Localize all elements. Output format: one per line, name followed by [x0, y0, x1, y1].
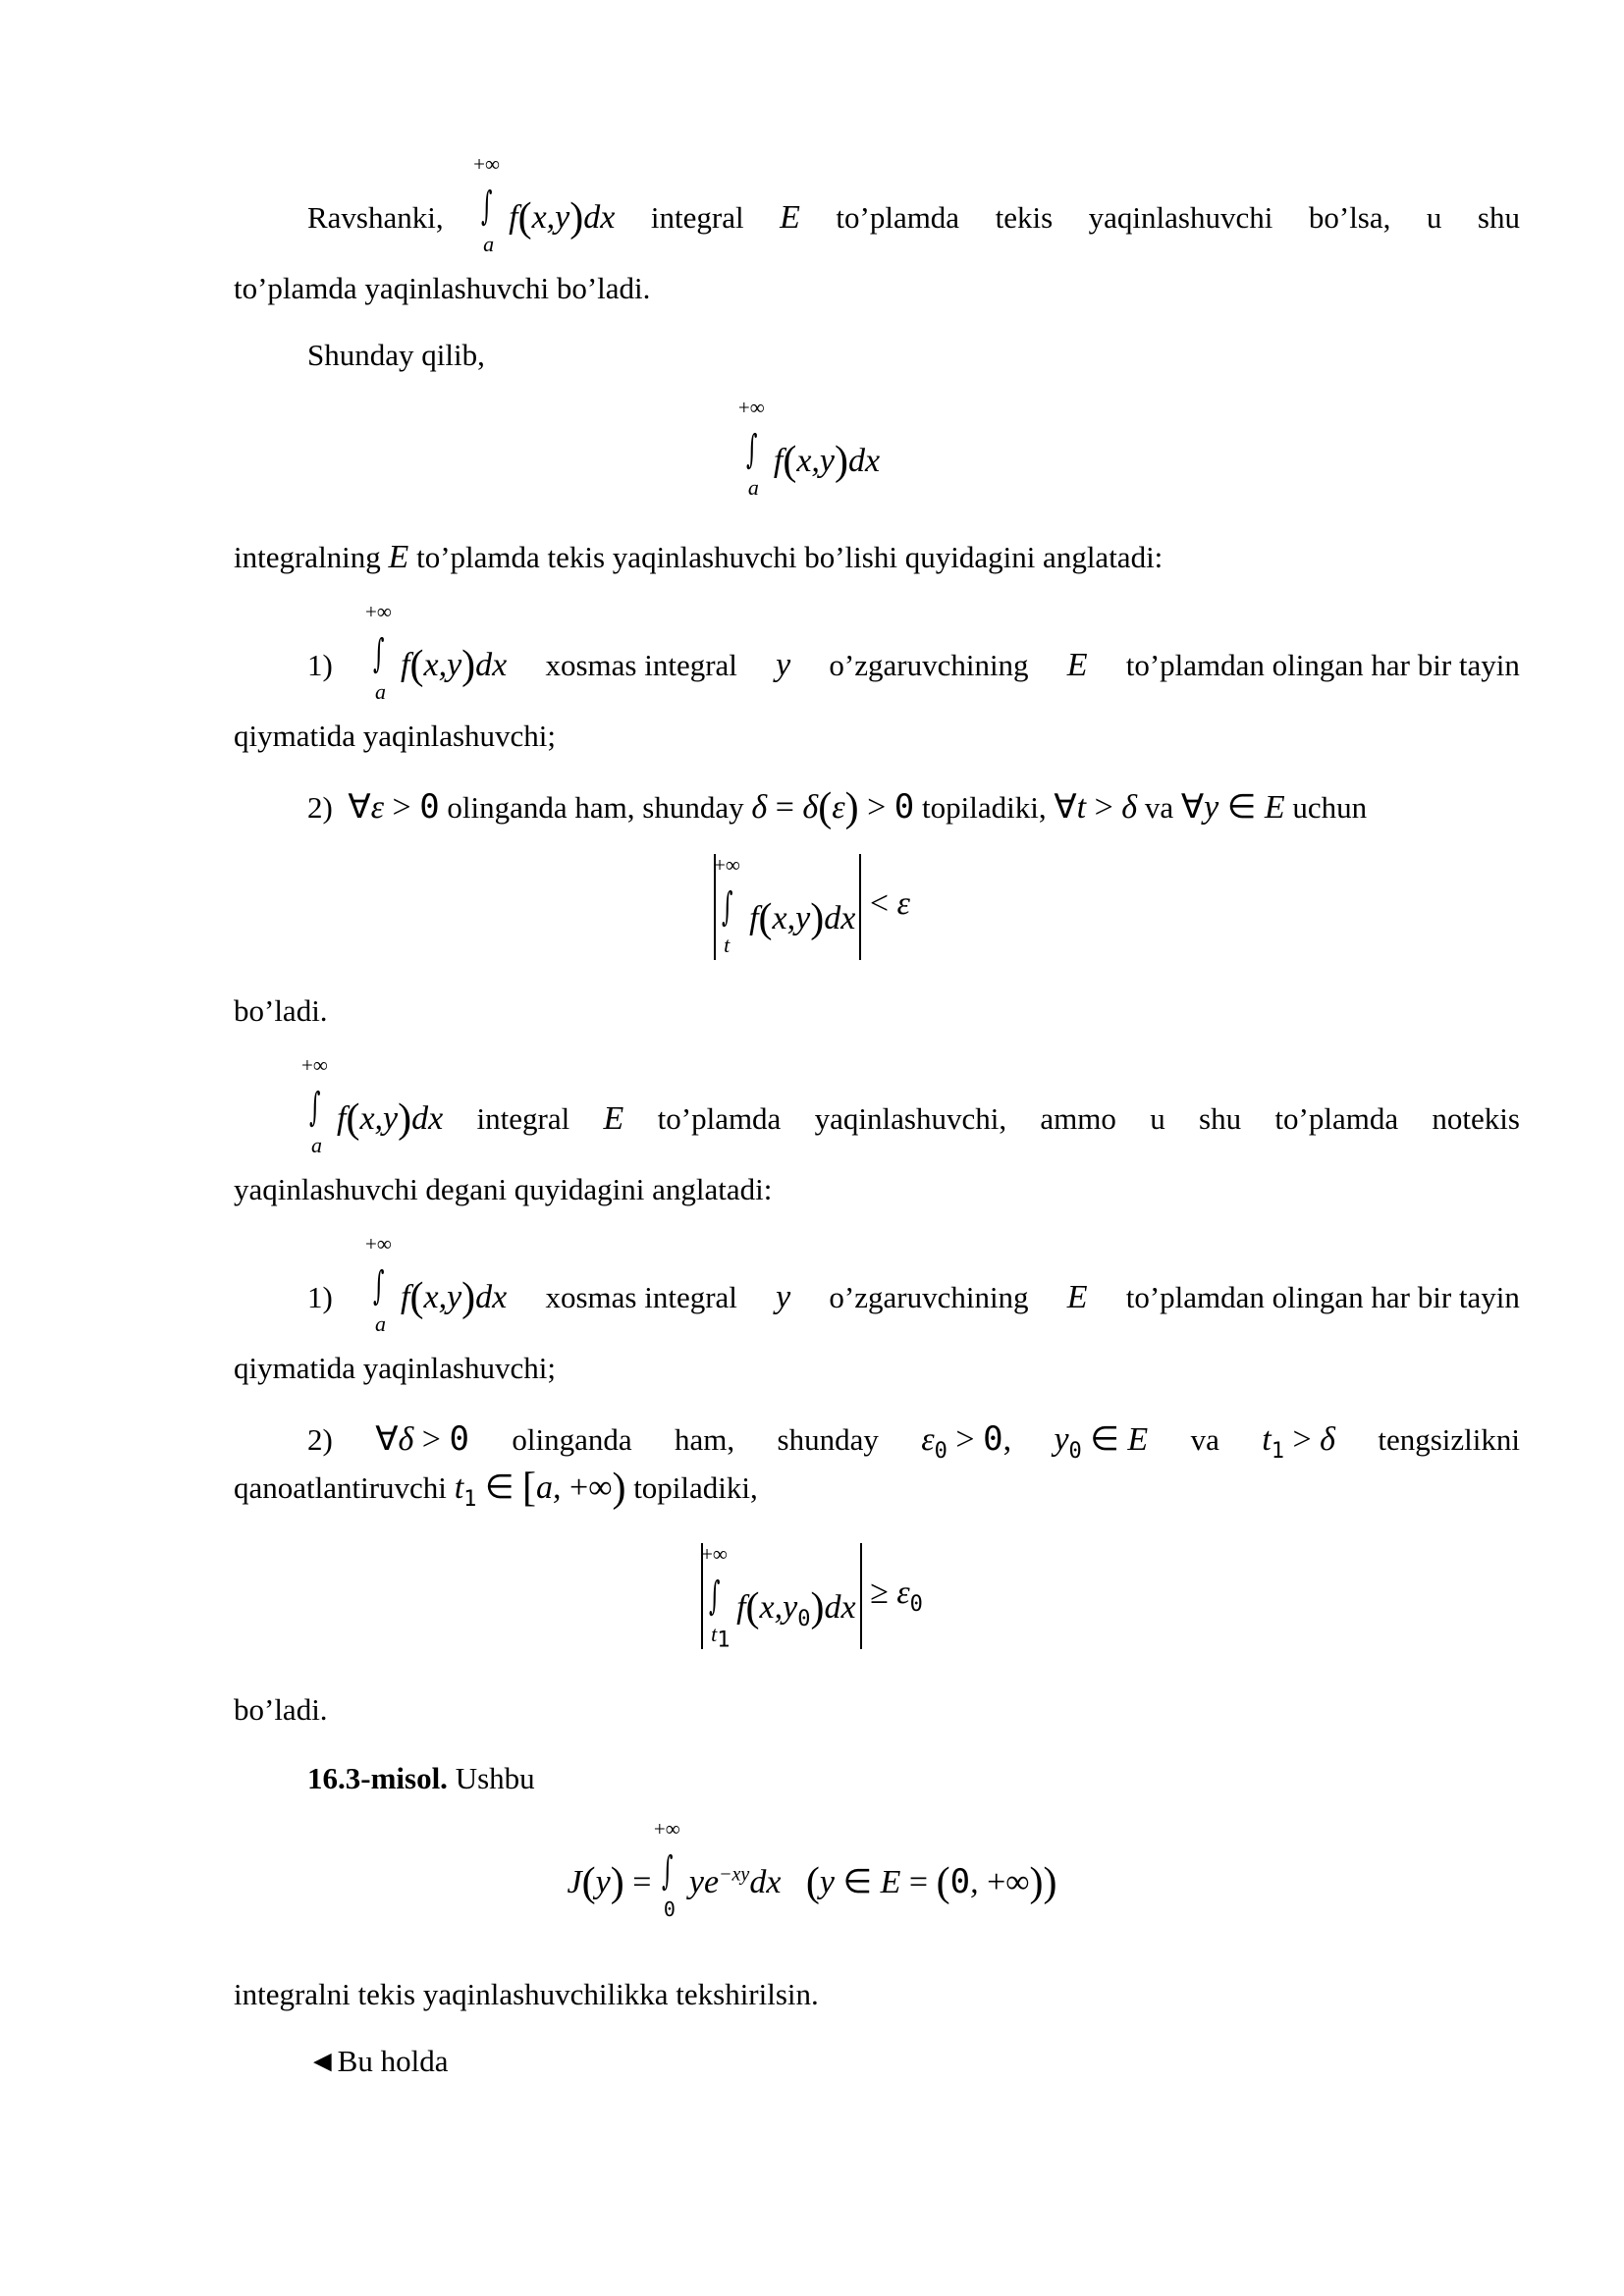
item-number: 2) — [307, 1422, 333, 1457]
text: topiladiki, — [922, 790, 1047, 825]
paragraph-4-line-1 — [301, 1053, 1520, 1157]
word: shunday — [777, 1422, 879, 1457]
word: to’plamda — [657, 1101, 782, 1136]
text: olinganda ham, shunday — [447, 790, 744, 825]
word-ravshanki: Ravshanki, — [307, 200, 444, 235]
math-forall-eps: ∀ε > 0 — [348, 787, 440, 827]
integral-expression: ∫ +∞ a f(x,y)dx — [473, 152, 616, 256]
paragraph-1-line-2: to’plamda yaqinlashuvchi bo’ladi. — [234, 271, 651, 305]
text: Ushbu — [455, 1761, 535, 1795]
paragraph-1-line-1 — [307, 152, 1520, 256]
math-t1-interval: $t_1$ ∈ [a, +∞) — [454, 1466, 626, 1512]
display-formula-j: J(y) = ∫ +∞ 0 $ye^{-xy}dx$ (y ∈ E = (0, +∞)) — [567, 1817, 1057, 1921]
integral-expression: ∫ +∞ a f(x,y)dx — [301, 1053, 444, 1157]
word: shu — [1199, 1101, 1242, 1136]
set-e: E — [780, 199, 800, 236]
text: o’zgaruvchining — [829, 648, 1029, 682]
word: bo’lsa, — [1308, 200, 1391, 235]
word: yaqinlashuvchi — [1088, 200, 1273, 235]
math-forall-t: ∀t > δ — [1054, 789, 1138, 826]
text: to’plamdan olingan har bir tayin — [1125, 1280, 1520, 1314]
word: u — [1426, 200, 1442, 235]
display-abs-integral-2: ∫ +∞ $t_1$ $f(x,y_0)dx \ge \varepsilon_0$ — [701, 1542, 923, 1653]
text: xosmas integral — [545, 1280, 737, 1314]
text: o’zgaruvchining — [829, 1280, 1029, 1314]
set-e: E — [603, 1100, 624, 1137]
example-heading — [307, 1759, 1520, 1798]
set-e: E — [1066, 647, 1088, 683]
word: olinganda — [512, 1422, 632, 1457]
paragraph-6: ◄Bu holda — [307, 2044, 449, 2078]
paragraph-3 — [234, 538, 1520, 577]
math-forall-delta: ∀δ > 0 — [375, 1419, 469, 1459]
math-t1: $t_1 > \delta$ — [1262, 1421, 1335, 1464]
display-integral-1: ∫ +∞ a f(x,y)dx — [737, 396, 881, 500]
list-item-4 — [307, 1419, 1520, 1471]
list-item-2 — [307, 787, 1520, 828]
list-item-3-cont: qiymatida yaqinlashuvchi; — [234, 1351, 557, 1385]
integral-expression: ∫ +∞ a f(x,y)dx — [365, 1232, 508, 1336]
var-y: y — [776, 647, 791, 683]
paragraph-4-line-2: yaqinlashuvchi degani quyidagini anglatadi: — [234, 1172, 773, 1206]
math-eps0: $\varepsilon_0 > 0$, — [921, 1419, 1012, 1464]
word: yaqinlashuvchi, — [814, 1101, 1007, 1136]
text: qanoatlantiruvchi — [234, 1470, 447, 1505]
math-delta: δ = δ(ε) > 0 — [751, 785, 915, 830]
text: to’plamdan olingan har bir tayin — [1125, 648, 1520, 682]
word: u — [1150, 1101, 1165, 1136]
text: uchun — [1292, 790, 1368, 825]
display-abs-integral-1: ∫ +∞ t f(x,y)dx < ε — [0, 854, 1624, 960]
integral-sign: ∫ +∞ a — [473, 152, 500, 256]
word: tengsizlikni — [1378, 1422, 1520, 1457]
word: integral — [476, 1101, 570, 1136]
paragraph-2: Shunday qilib, — [307, 338, 485, 372]
word: notekis — [1432, 1101, 1520, 1136]
text: to’plamda tekis yaqinlashuvchi bo’lishi quyidagini anglatadi: — [416, 540, 1164, 574]
item-number: 1) — [307, 1280, 333, 1314]
math-forall-y: ∀y ∈ E — [1180, 789, 1285, 826]
set-e: E — [388, 539, 409, 575]
text: va — [1144, 790, 1174, 825]
word: to’plamda — [1274, 1101, 1399, 1136]
set-e: E — [1066, 1279, 1088, 1315]
word: tekis — [995, 200, 1054, 235]
text: xosmas integral — [545, 648, 737, 682]
word-integral: integral — [650, 200, 744, 235]
word: to’plamda — [836, 200, 960, 235]
list-item-1 — [307, 600, 1520, 704]
word: ammo — [1040, 1101, 1116, 1136]
item-number: 2) — [307, 790, 333, 825]
list-item-4-cont — [234, 1468, 1520, 1520]
example-label: 16.3-misol. — [307, 1761, 448, 1795]
math-y0: $y_0$ ∈ E — [1054, 1421, 1149, 1464]
word: va — [1190, 1422, 1219, 1457]
word: ham, — [675, 1422, 735, 1457]
list-item-1-cont: qiymatida yaqinlashuvchi; — [234, 719, 557, 753]
list-item-3 — [307, 1232, 1520, 1336]
var-y: y — [776, 1279, 791, 1315]
word: shu — [1477, 200, 1520, 235]
item-number: 1) — [307, 648, 333, 682]
text: topiladiki, — [633, 1470, 758, 1505]
boladi-2: bo’ladi. — [234, 1692, 328, 1727]
paragraph-5: integralni tekis yaqinlashuvchilikka tekshirilsin. — [234, 1977, 819, 2011]
boladi-1: bo’ladi. — [234, 993, 328, 1028]
integral-expression: ∫ +∞ a f(x,y)dx — [365, 600, 508, 704]
word: integralning — [234, 540, 381, 574]
